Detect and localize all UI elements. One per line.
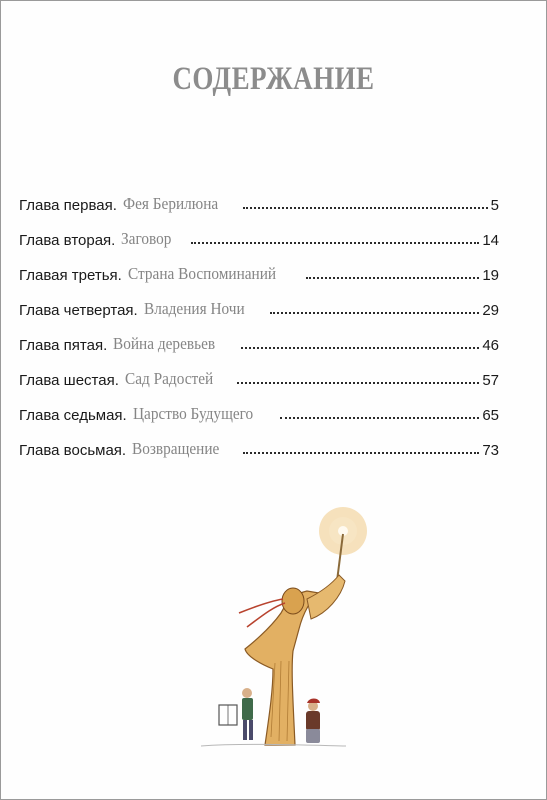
dot-leader [270,312,480,314]
dot-leader [191,242,479,244]
dot-leader [280,417,479,419]
chapter-title: Фея Берилюна [122,194,219,213]
page-number: 14 [482,232,499,249]
dot-leader [237,382,479,384]
chapter-title: Владения Ночи [143,299,245,318]
chapter-title: Война деревьев [113,334,216,353]
toc-row[interactable] [19,249,499,284]
dot-leader [306,277,479,279]
chapter-title: Возвращение [132,439,220,458]
chapter-number: Главая третья. [19,267,122,284]
dot-leader [243,207,488,209]
toc-row[interactable] [19,354,499,389]
page-number: 5 [490,197,499,214]
toc-row[interactable] [19,319,499,354]
chapter-number: Глава шестая. [19,372,119,389]
toc-row[interactable] [19,284,499,319]
chapter-number: Глава вторая. [19,232,116,249]
chapter-number: Глава пятая. [19,337,108,354]
toc-row[interactable] [19,214,499,249]
child-head [242,688,252,698]
fairy-with-children-illustration [151,481,531,781]
toc-row[interactable] [19,424,499,459]
dot-leader [243,452,479,454]
chapter-title: Царство Будущего [132,404,253,423]
page-number: 19 [482,267,499,284]
dot-leader [241,347,480,349]
chapter-title: Заговор [121,229,172,248]
page-number: 57 [482,372,499,389]
chapter-number: Глава седьмая. [19,407,127,424]
page-number: 65 [482,407,499,424]
chapter-title: Страна Воспоминаний [127,264,276,283]
page-number: 73 [482,442,499,459]
page-number: 46 [482,337,499,354]
chapter-title: Сад Радостей [124,369,214,388]
chapter-number: Глава восьмая. [19,442,127,459]
page-number: 29 [482,302,499,319]
chapter-number: Глава первая. [19,197,117,214]
fairy-head [282,588,304,614]
table-of-contents [19,179,499,459]
toc-row[interactable] [19,389,499,424]
chapter-number: Глава четвертая. [19,302,138,319]
page-title: СОДЕРЖАНИЕ [172,61,375,97]
toc-row[interactable] [19,179,499,214]
